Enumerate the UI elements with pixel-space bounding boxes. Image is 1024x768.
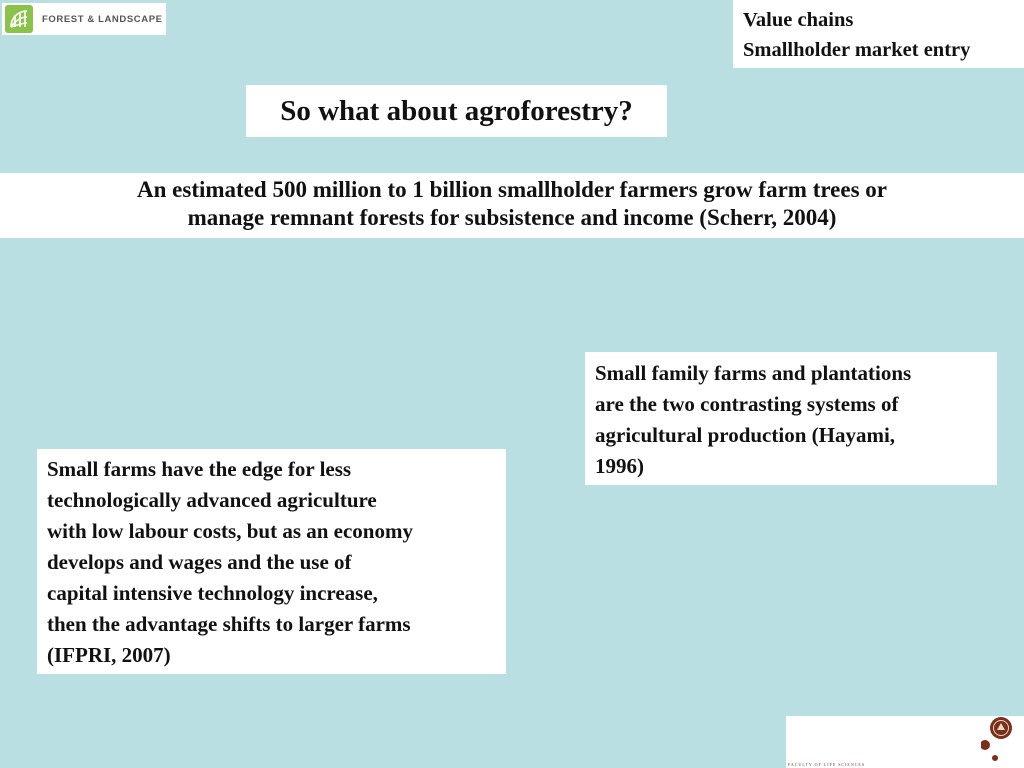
quote-line: are the two contrasting systems of: [595, 392, 899, 416]
quote-line: agricultural production (Hayami,: [595, 423, 896, 447]
slide-title: So what about agroforestry?: [246, 85, 667, 137]
banner-line: An estimated 500 million to 1 billion smallholder farmers grow farm trees or: [137, 177, 887, 202]
quote-line: 1996): [595, 454, 644, 478]
quote-line: capital intensive technology increase,: [47, 581, 378, 605]
quote-line: Small family farms and plantations: [595, 361, 912, 385]
quote-line: Small farms have the edge for less: [47, 457, 352, 481]
ifpri-quote: [37, 449, 506, 674]
scherr-banner: [0, 173, 1024, 238]
logo-text: FOREST & LANDSCAPE: [42, 13, 163, 25]
quote-line: develops and wages and the use of: [47, 550, 352, 574]
tag-value-chains: Value chains: [743, 9, 854, 31]
tag-smallholder-market-entry: Smallholder market entry: [743, 39, 971, 61]
quote-line: then the advantage shifts to larger farms: [47, 612, 411, 636]
hayami-quote: [585, 352, 997, 485]
leaf-grid-icon: [5, 5, 33, 33]
quote-line: (IFPRI, 2007): [47, 643, 171, 667]
quote-line: technologically advanced agriculture: [47, 488, 377, 512]
faculty-logo: [786, 716, 1024, 768]
forest-landscape-logo: [2, 3, 166, 35]
banner-line: manage remnant forests for subsistence and income (Scherr, 2004): [187, 205, 837, 230]
topic-tags: [733, 0, 1024, 68]
university-seal-icon: [981, 716, 1017, 764]
faculty-text: FACULTY OF LIFE SCIENCES: [788, 762, 866, 767]
quote-line: with low labour costs, but as an economy: [47, 519, 413, 543]
